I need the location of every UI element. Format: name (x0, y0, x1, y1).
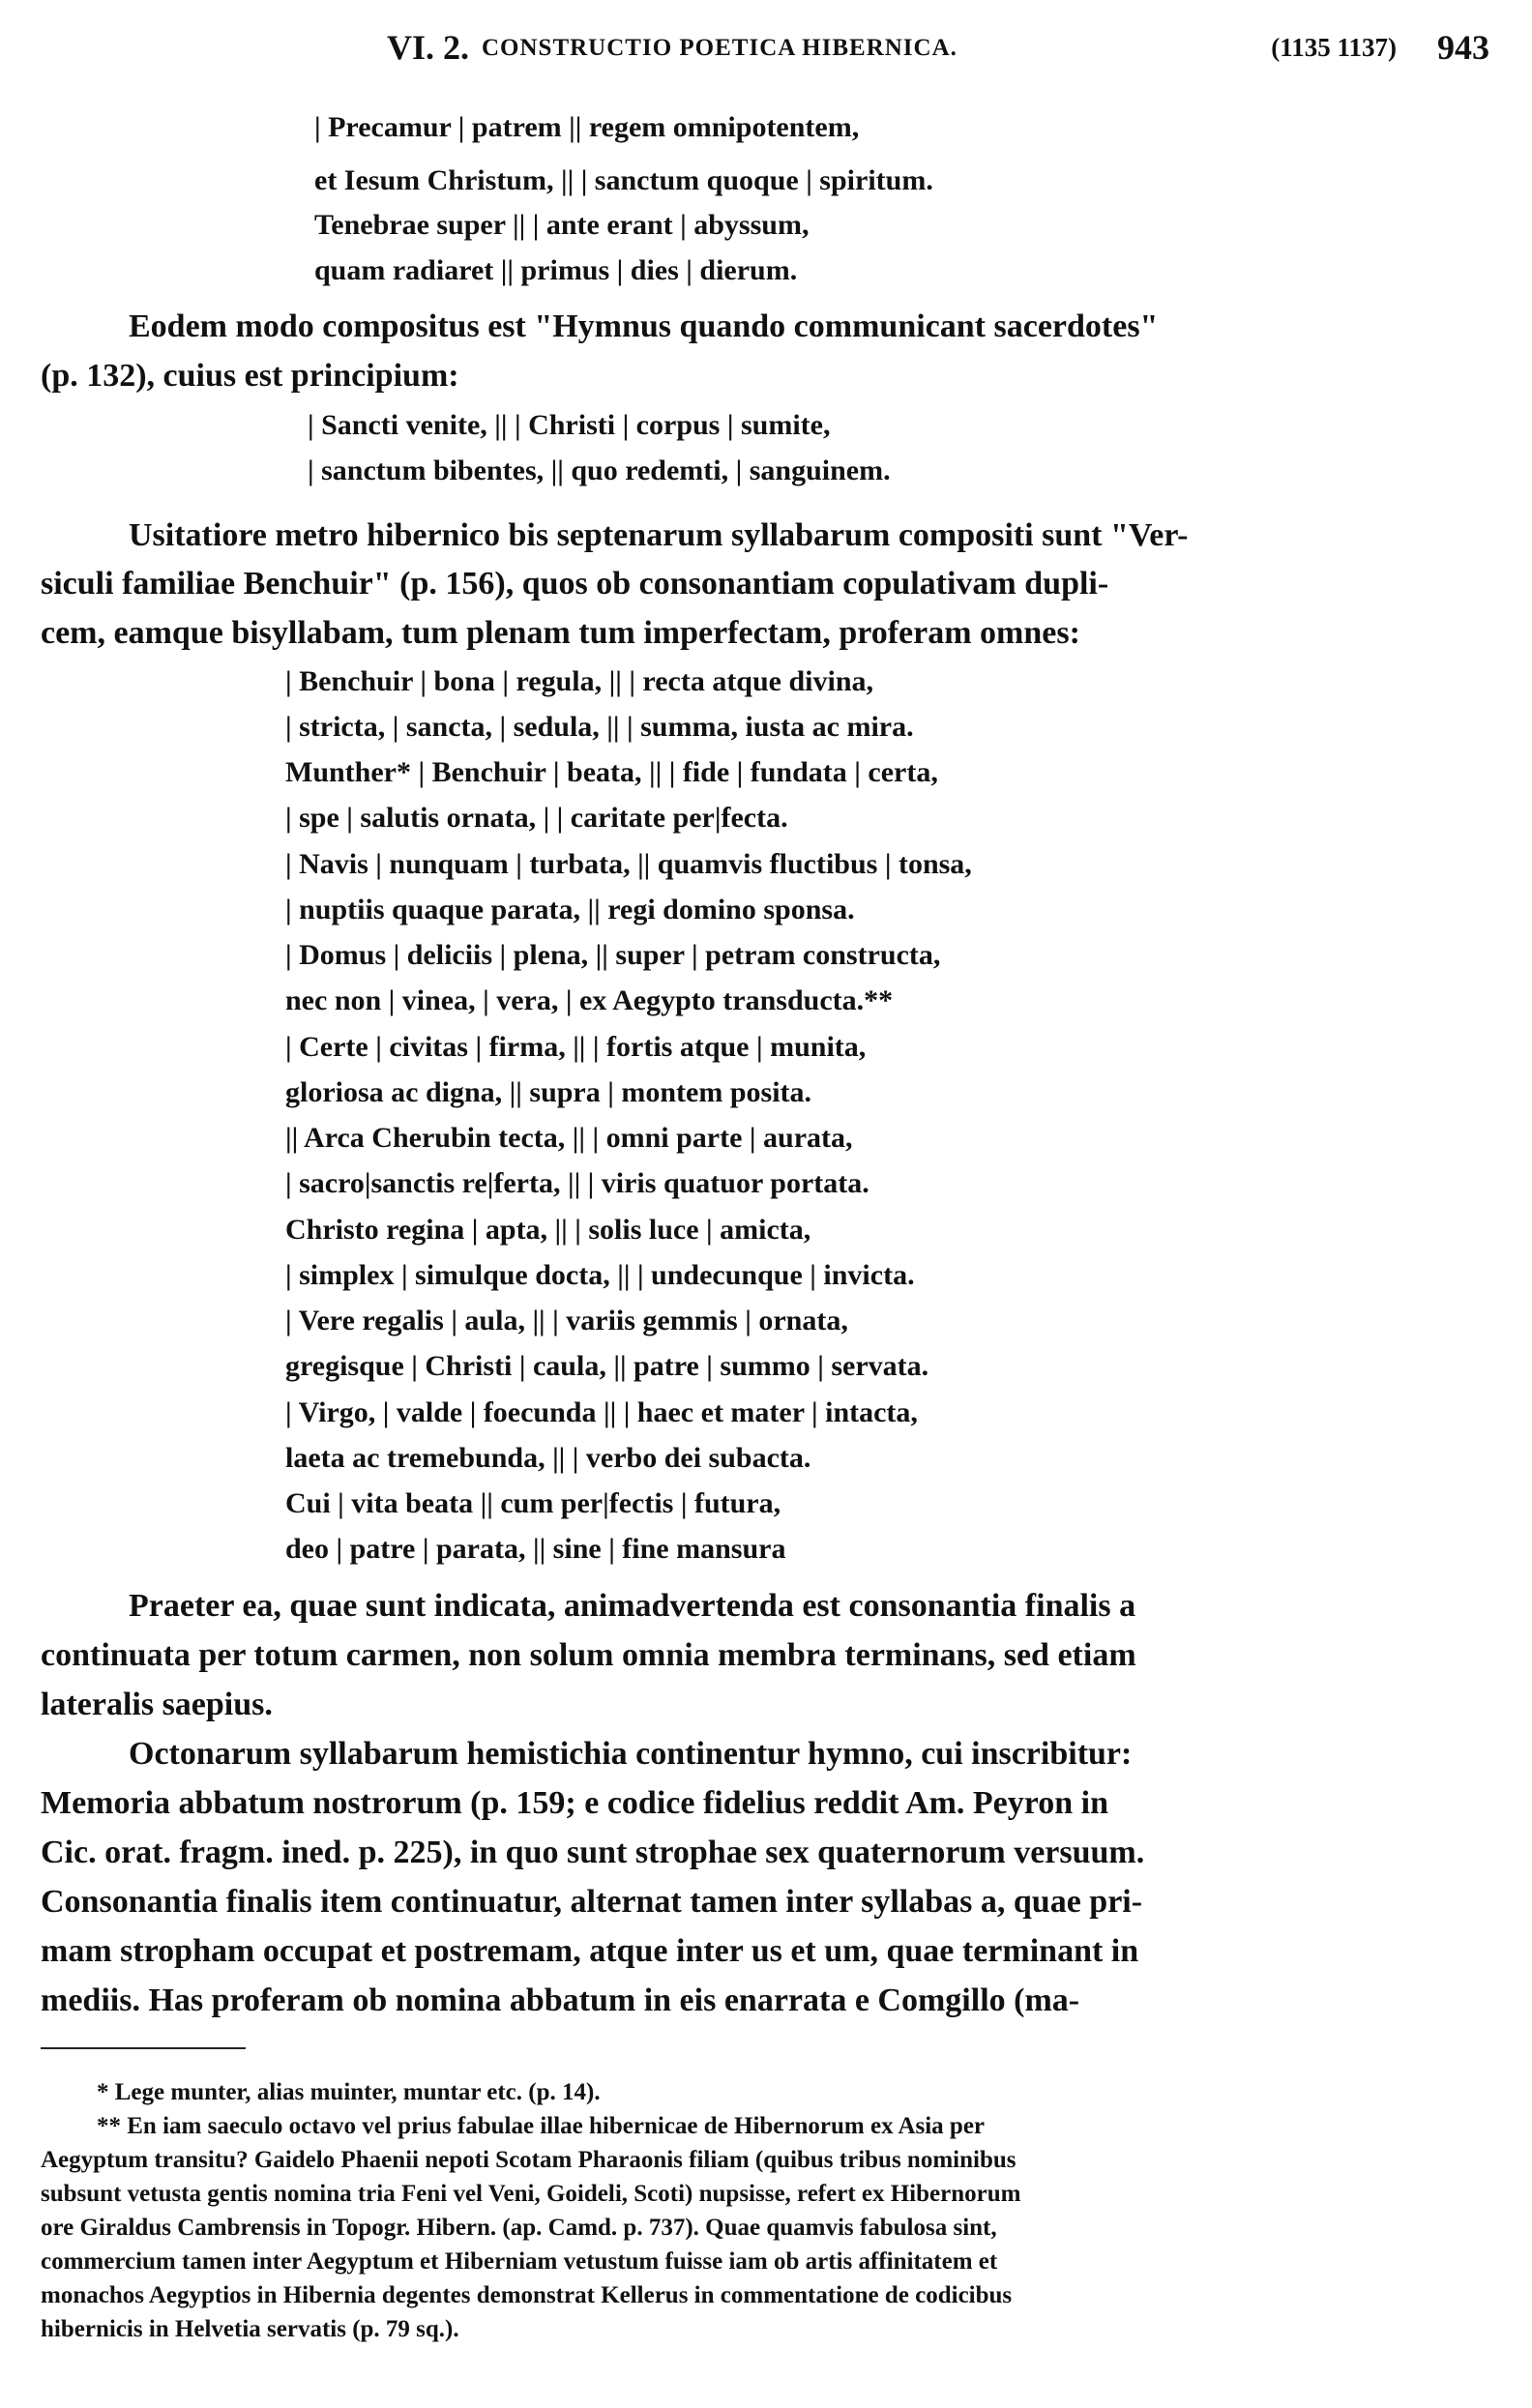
verse-line: | Certe | civitas | firma, || | fortis atque | munita, (285, 1031, 867, 1063)
running-header (387, 27, 1489, 70)
body-text-line: Octonarum syllabarum hemistichia continentur hymno, cui inscribitur: (129, 1736, 1133, 1772)
page-number: 943 (1437, 28, 1489, 67)
verse-line: Munther* | Benchuir | beata, || | fide | fundata | certa, (285, 756, 938, 788)
body-text-line: mam stropham occupat et postremam, atque inter us et um, quae terminant in (41, 1933, 1139, 1969)
verse-line: || Arca Cherubin tecta, || | omni parte | aurata, (285, 1122, 853, 1154)
body-text-line: cem, eamque bisyllabam, tum plenam tum imperfectam, proferam omnes: (41, 615, 1080, 651)
footnote-line: commercium tamen inter Aegyptum et Hiberniam vetustum fuisse iam ob artis affinitatem et (41, 2248, 998, 2275)
verse-line: | sacro|sanctis re|ferta, || | viris quatuor portata. (285, 1167, 869, 1199)
body-text-line: Praeter ea, quae sunt indicata, animadvertenda est consonantia finalis a (129, 1588, 1136, 1624)
verse-line: | sanctum bibentes, || quo redemti, | sanguinem. (308, 455, 891, 486)
body-text-line: siculi familiae Benchuir" (p. 156), quos ob consonantiam copulativam dupli- (41, 566, 1109, 602)
footnote-line: ore Giraldus Cambrensis in Topogr. Hibern. (ap. Camd. p. 737). Quae quamvis fabulosa sint, (41, 2215, 997, 2241)
verse-line: Christo regina | apta, || | solis luce | amicta, (285, 1214, 811, 1246)
body-text-line: continuata per totum carmen, non solum omnia membra terminans, sed etiam (41, 1637, 1136, 1673)
footnote-line: * Lege munter, alias muinter, muntar etc. (p. 14). (97, 2079, 601, 2105)
footnote-line: ** En iam saeculo octavo vel prius fabulae illae hibernicae de Hibernorum ex Asia per (97, 2113, 986, 2139)
verse-line: | Sancti venite, || | Christi | corpus | sumite, (308, 409, 831, 441)
verse-line: gloriosa ac digna, || supra | montem posita. (285, 1076, 812, 1108)
verse-line: | stricta, | sancta, | sedula, || | summa, iusta ac mira. (285, 711, 914, 743)
verse-line: | simplex | simulque docta, || | undecunque | invicta. (285, 1259, 915, 1291)
verse-line: | Virgo, | valde | foecunda || | haec et mater | intacta, (285, 1396, 918, 1428)
body-text-line: mediis. Has proferam ob nomina abbatum in eis enarrata e Comgillo (ma- (41, 1982, 1080, 2018)
verse-line: laeta ac tremebunda, || | verbo dei subacta. (285, 1442, 811, 1474)
verse-line: gregisque | Christi | caula, || patre | summo | servata. (285, 1350, 929, 1382)
body-text-line: Consonantia finalis item continuatur, alternat tamen inter syllabas a, quae pri- (41, 1884, 1143, 1920)
footnote-line: hibernicis in Helvetia servatis (p. 79 sq.). (41, 2316, 459, 2342)
verse-line: deo | patre | parata, || sine | fine mansura (285, 1533, 786, 1565)
footnote-line: Aegyptum transitu? Gaidelo Phaenii nepoti Scotam Pharaonis filiam (quibus tribus nominibus (41, 2147, 1016, 2173)
body-text-line: Memoria abbatum nostrorum (p. 159; e codice fidelius reddit Am. Peyron in (41, 1785, 1109, 1821)
verse-line: Cui | vita beata || cum per|fectis | futura, (285, 1487, 781, 1519)
verse-line: | Domus | deliciis | plena, || super | petram constructa, (285, 939, 941, 971)
body-text-line: (p. 132), cuius est principium: (41, 358, 459, 394)
footnote-line: subsunt vetusta gentis nomina tria Feni vel Veni, Goideli, Scoti) nupsisse, refert ex Hibernorum (41, 2181, 1021, 2207)
verse-line: | Precamur | patrem || regem omnipotentem, (314, 111, 860, 143)
verse-line: | Benchuir | bona | regula, || | recta atque divina, (285, 665, 874, 697)
body-text-line: Cic. orat. fragm. ined. p. 225), in quo sunt strophae sex quaternorum versuum. (41, 1835, 1145, 1870)
column-reference: (1135 1137) (1271, 33, 1397, 62)
footnote-rule (41, 2047, 246, 2049)
body-text-line: Eodem modo compositus est "Hymnus quando communicant sacerdotes" (129, 308, 1159, 344)
verse-line: | nuptiis quaque parata, || regi domino sponsa. (285, 894, 855, 925)
verse-line: | spe | salutis ornata, | | caritate per|fecta. (285, 802, 788, 834)
verse-line: | Vere regalis | aula, || | variis gemmis | ornata, (285, 1305, 848, 1336)
verse-line: quam radiaret || primus | dies | dierum. (314, 254, 798, 286)
footnote-line: monachos Aegyptios in Hibernia degentes demonstrat Kellerus in commentatione de codicibus (41, 2282, 1013, 2308)
body-text-line: Usitatiore metro hibernico bis septenarum syllabarum compositi sunt "Ver- (129, 517, 1189, 553)
section-number: VI. 2. (387, 28, 470, 67)
verse-line: Tenebrae super || | ante erant | abyssum, (314, 209, 810, 241)
verse-line: et Iesum Christum, || | sanctum quoque | spiritum. (314, 164, 933, 196)
verse-line: | Navis | nunquam | turbata, || quamvis fluctibus | tonsa, (285, 848, 972, 880)
running-title: CONSTRUCTIO POETICA HIBERNICA. (482, 35, 958, 61)
body-text-line: lateralis saepius. (41, 1687, 273, 1722)
verse-line: nec non | vinea, | vera, | ex Aegypto transducta.** (285, 984, 894, 1016)
